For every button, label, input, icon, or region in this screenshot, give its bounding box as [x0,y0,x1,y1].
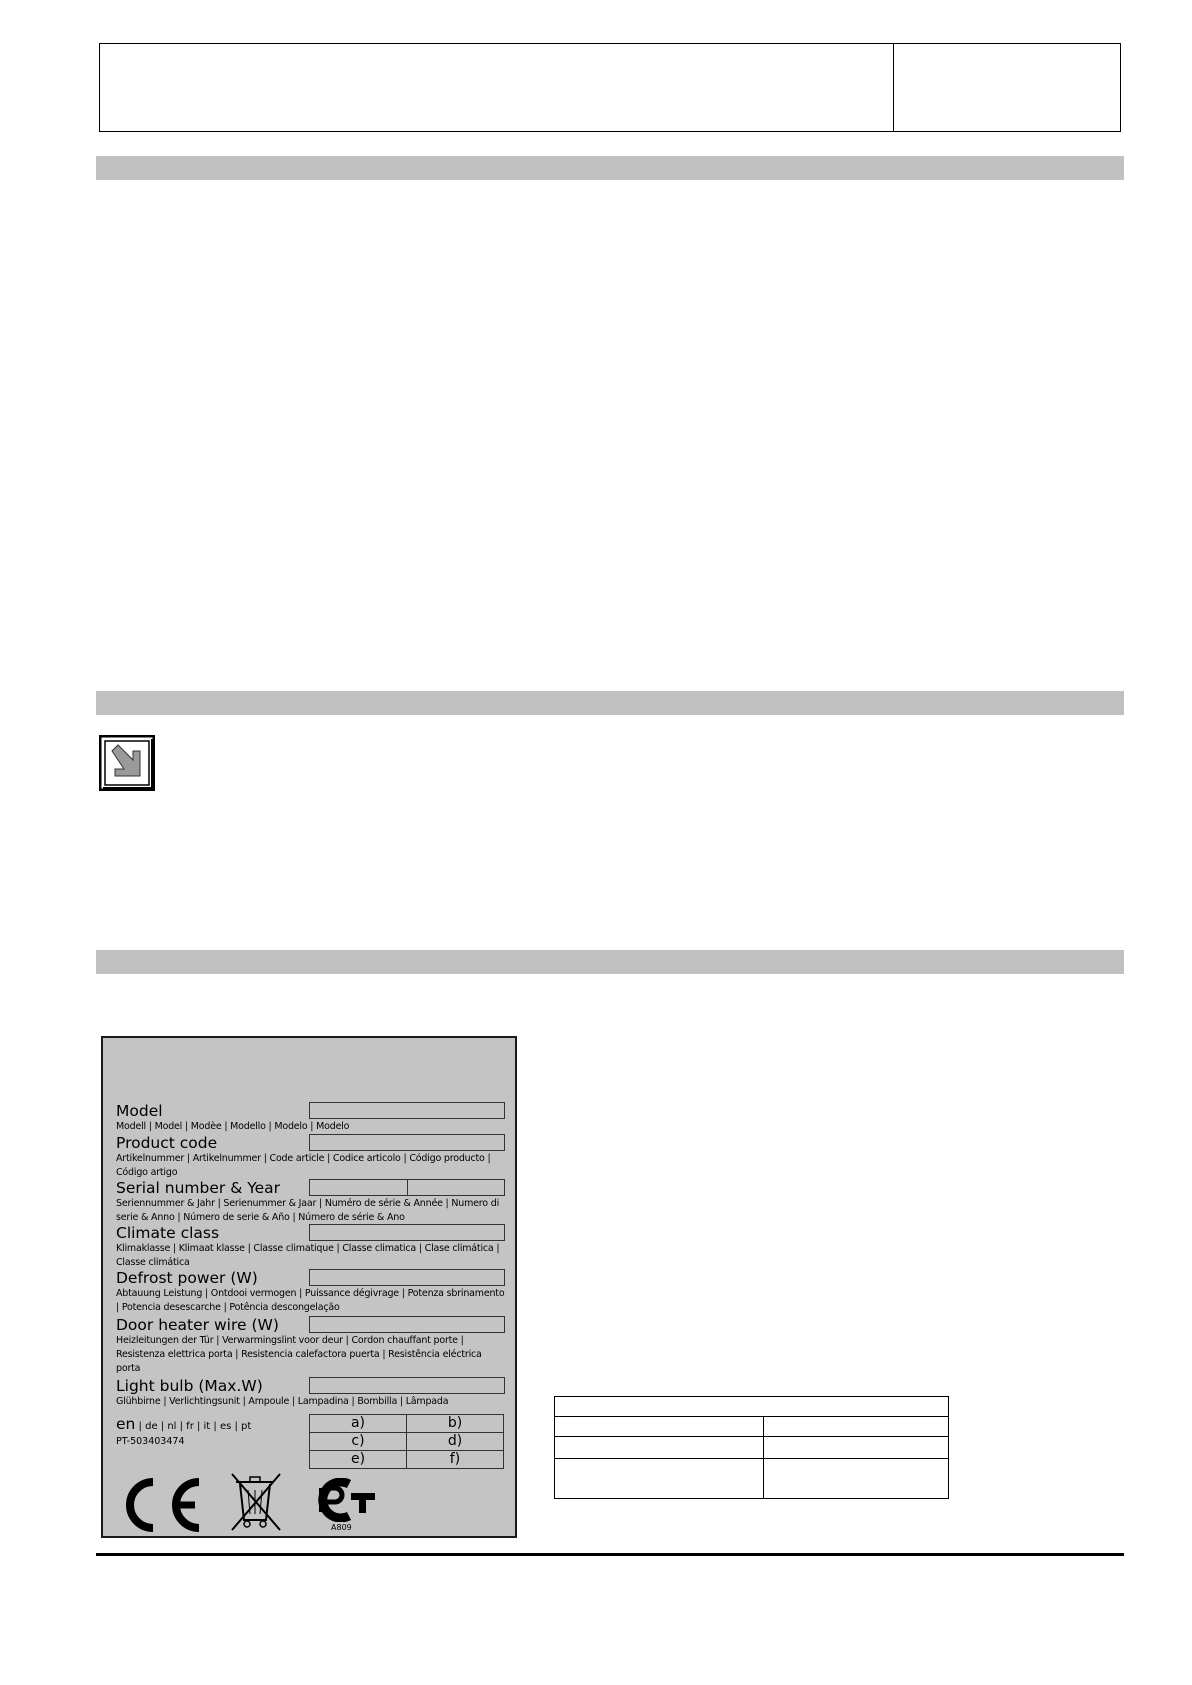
plate-translations-model: Modell | Model | Modèe | Modello | Modelo | Modelo [116,1121,350,1132]
ce-mark-icon [113,1476,205,1534]
plate-grid-cell: a) [309,1414,407,1433]
plate-grid-cell: f) [406,1450,504,1469]
plate-grid-cell: d) [406,1432,504,1451]
note-arrow-icon [99,735,155,791]
section-bar-3 [96,950,1124,974]
table-rule [555,1436,948,1437]
plate-field-door-heater [309,1316,505,1333]
plate-label-model: Model [116,1102,163,1120]
plate-field-serial-year [309,1179,505,1196]
plate-translations-serial-year: Seriennummer & Jahr | Serienummer & Jaar | Numéro de série & Année | Numero di serie & Anno | Número de serie & Año | Número de série & Ano [116,1198,500,1223]
plate-label-defrost-power: Defrost power (W) [116,1269,258,1287]
rating-plate [101,1036,517,1538]
plate-label-product-code: Product code [116,1134,218,1152]
plate-field-model [309,1102,505,1119]
header-divider [893,43,894,132]
plate-grid-row [309,1414,505,1433]
plate-translations-door-heater: Heizleitungen der Tür | Verwarmingslint voor deur | Cordon chauffant porte | Resistenza elettrica porta | Resistencia calefactora puerta | Resistência eléctrica porta [116,1335,482,1374]
plate-grid-row [309,1450,505,1469]
section-bar-1 [96,156,1124,180]
pct-mark-icon [309,1478,377,1522]
plate-cert-code: A809 [331,1523,352,1532]
table-column-divider [763,1416,764,1498]
plate-language-others: | de | nl | fr | it | es | pt [135,1421,252,1432]
section-bar-2 [96,691,1124,715]
weee-bin-icon [228,1470,284,1534]
plate-translations-climate-class: Klimaklasse | Klimaat klasse | Classe climatique | Classe climatica | Clase climática | Classe climática [116,1243,500,1268]
plate-grid-cell: b) [406,1414,504,1433]
plate-grid-cell: e) [309,1450,407,1469]
plate-option-grid [309,1414,505,1471]
footer-rule [96,1553,1124,1556]
plate-label-door-heater: Door heater wire (W) [116,1316,279,1334]
plate-label-climate-class: Climate class [116,1224,220,1242]
plate-languages [116,1415,251,1436]
plate-part-number: PT-503403474 [116,1436,185,1447]
plate-field-light-bulb [309,1377,505,1394]
header-box [99,43,1121,132]
plate-translations-defrost-power: Abtauung Leistung | Ontdooi vermogen | Puissance dégivrage | Potenza sbrinamento | Potencia desescarche | Potência descongelação [116,1288,505,1313]
table-rule [555,1416,948,1417]
plate-grid-row [309,1432,505,1451]
plate-field-climate-class [309,1224,505,1241]
plate-field-product-code [309,1134,505,1151]
plate-translations-product-code: Artikelnummer | Artikelnummer | Code article | Codice articolo | Código producto | Código artigo [116,1153,491,1178]
empty-table [554,1396,949,1499]
plate-language-primary: en [116,1415,136,1433]
plate-label-serial-year: Serial number & Year [116,1179,281,1197]
plate-translations-light-bulb: Glühbirne | Verlichtingsunit | Ampoule | Lampadina | Bombilla | Lâmpada [116,1396,449,1407]
table-rule [555,1458,948,1459]
plate-field-defrost-power [309,1269,505,1286]
plate-grid-cell: c) [309,1432,407,1451]
plate-field-serial-year-divider [407,1180,408,1195]
plate-label-light-bulb: Light bulb (Max.W) [116,1377,263,1395]
